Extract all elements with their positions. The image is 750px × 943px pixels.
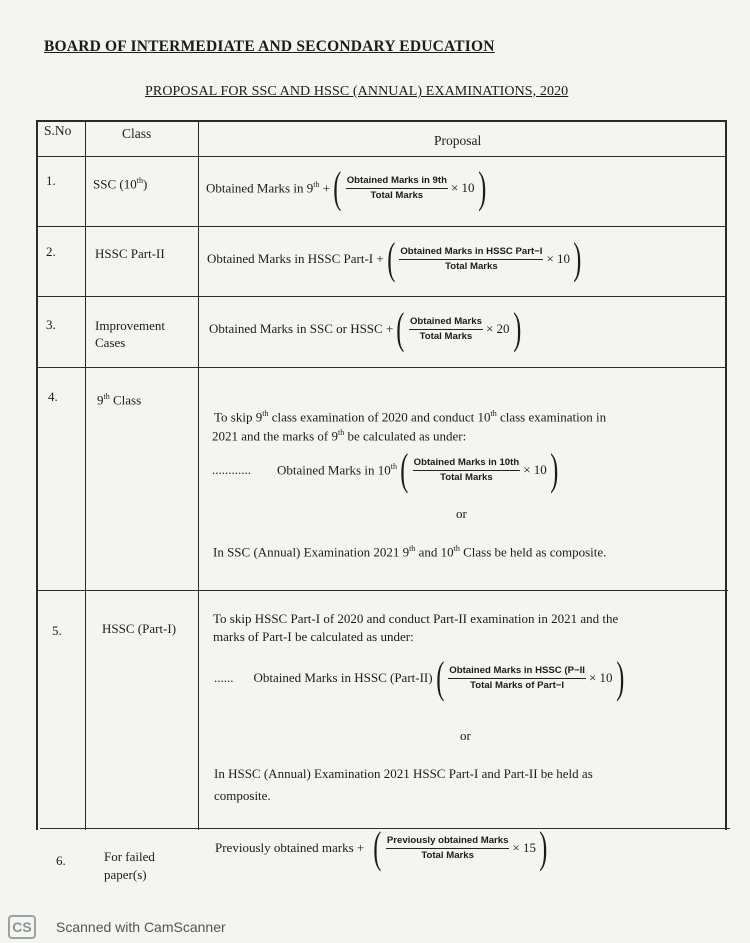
row-4-text-line2: 2021 and the marks of 9th be calculated as under: [212, 428, 467, 444]
row-3-paren-close: ) [512, 304, 521, 353]
row-5-fraction: $\frac{\text{Obtained Marks in HSSC (P−II}}{\text{Total Marks of Part−I}}$ [449, 664, 585, 691]
row-1-paren-close: ) [477, 163, 486, 212]
proposal-title: PROPOSAL FOR SSC AND HSSC (ANNUAL) EXAMINATIONS, 2020 [145, 84, 569, 99]
row-5-text-line2: marks of Part-I be calculated as under: [213, 629, 414, 644]
row-1-lead: Obtained Marks in 9th + [206, 179, 331, 196]
row-2-fraction: $\frac{\text{Obtained Marks in HSSC Part−I}}{\text{Total Marks}}$ [400, 245, 543, 272]
row-4-multiplier: × 10 [523, 462, 547, 477]
row-4-text-line1: To skip 9th class examination of 2020 and conduct 10th class examination in [214, 409, 607, 425]
row-1-paren-open: ( [333, 163, 342, 212]
row-4-text-line3: In SSC (Annual) Examination 2021 9th and 10th Class be held as composite. [213, 544, 607, 560]
row-5-paren-open: ( [435, 653, 444, 702]
header-divider [36, 156, 726, 157]
row-5-text-line3: In HSSC (Annual) Examination 2021 HSSC Part-I and Part-II be held as [214, 766, 593, 781]
row-6-paren-open: ( [373, 823, 382, 872]
row-2-sno: 2. [46, 244, 56, 259]
row-3-multiplier: × 20 [485, 321, 510, 336]
board-title: BOARD OF INTERMEDIATE AND SECONDARY EDUCATION [44, 38, 495, 55]
row-divider-3 [36, 367, 726, 368]
row-6-class-line2: paper(s) [104, 867, 147, 882]
row-6-multiplier: × 15 [512, 840, 537, 855]
row-1-class: SSC (10th) [93, 176, 148, 192]
row-3-fraction: $\frac{\text{Obtained Marks}}{\text{Total Marks}}$ [409, 315, 482, 342]
row-3-sno: 3. [46, 317, 56, 332]
row-4-or: or [456, 506, 467, 521]
row-5-text-line4: composite. [214, 788, 271, 803]
row-divider-4 [38, 590, 728, 591]
column-divider-class [85, 120, 86, 830]
row-4-fraction: $\frac{\text{Obtained Marks in 10th}}{\text{Total Marks}}$ [413, 456, 520, 483]
row-2-formula [207, 234, 585, 283]
row-2-paren-open: ( [386, 234, 396, 283]
row-4-sno: 4. [48, 389, 58, 404]
row-4-formula [212, 445, 561, 494]
table-border-top [36, 120, 726, 122]
row-1-multiplier: × 10 [450, 180, 475, 195]
row-1-formula [206, 163, 489, 212]
row-5-formula [214, 653, 627, 702]
row-5-text-line1: To skip HSSC Part-I of 2020 and conduct Part-II examination in 2021 and the [213, 611, 619, 626]
column-divider-proposal [198, 120, 199, 830]
row-6-sno: 6. [56, 853, 66, 868]
row-5-lead: Obtained Marks in HSSC (Part-II) [253, 670, 433, 685]
row-3-paren-open: ( [396, 304, 405, 353]
row-2-class: HSSC Part-II [95, 246, 165, 261]
row-6-paren-close: ) [539, 823, 548, 872]
row-2-multiplier: × 10 [546, 251, 571, 266]
table-border-right [725, 120, 727, 830]
row-5-or: or [460, 728, 471, 743]
scanner-text: Scanned with CamScanner [56, 919, 226, 935]
row-4-dots: ............ [212, 462, 251, 477]
row-3-class-line1: Improvement [95, 318, 166, 333]
row-1-sno: 1. [46, 173, 56, 188]
row-2-lead: Obtained Marks in HSSC Part-I + [207, 251, 384, 266]
row-3-formula [209, 304, 524, 353]
camscanner-logo: CS [8, 915, 36, 939]
row-divider-1 [36, 226, 726, 227]
row-3-class-line2: Cases [95, 335, 126, 350]
row-3-lead: Obtained Marks in SSC or HSSC + [209, 321, 394, 336]
row-5-multiplier: × 10 [588, 670, 613, 685]
table-border-left [36, 120, 38, 830]
row-divider-2 [36, 296, 726, 297]
row-5-paren-close: ) [615, 653, 624, 702]
header-class: Class [122, 126, 152, 141]
row-4-lead: Obtained Marks in 10th [277, 461, 397, 478]
row-6-fraction: $\frac{\text{Previously obtained Marks}}{\text{Total Marks}}$ [386, 834, 509, 861]
header-proposal: Proposal [434, 133, 482, 148]
row-6-class-line1: For failed [104, 849, 155, 864]
row-5-dots: ...... [214, 670, 234, 685]
row-5-class: HSSC (Part-I) [102, 621, 177, 636]
row-6-lead: Previously obtained marks + [215, 840, 365, 855]
row-6-formula [215, 823, 551, 872]
row-4-class: 9th Class [97, 392, 142, 408]
row-2-paren-close: ) [573, 234, 582, 283]
row-4-paren-close: ) [550, 445, 559, 494]
header-sno: S.No [44, 123, 72, 138]
row-1-fraction: $\frac{\text{Obtained Marks in 9th}}{\text{Total Marks}}$ [346, 174, 447, 201]
row-4-paren-open: ( [400, 445, 409, 494]
scanner-footer [8, 915, 226, 939]
row-5-sno: 5. [52, 623, 62, 638]
